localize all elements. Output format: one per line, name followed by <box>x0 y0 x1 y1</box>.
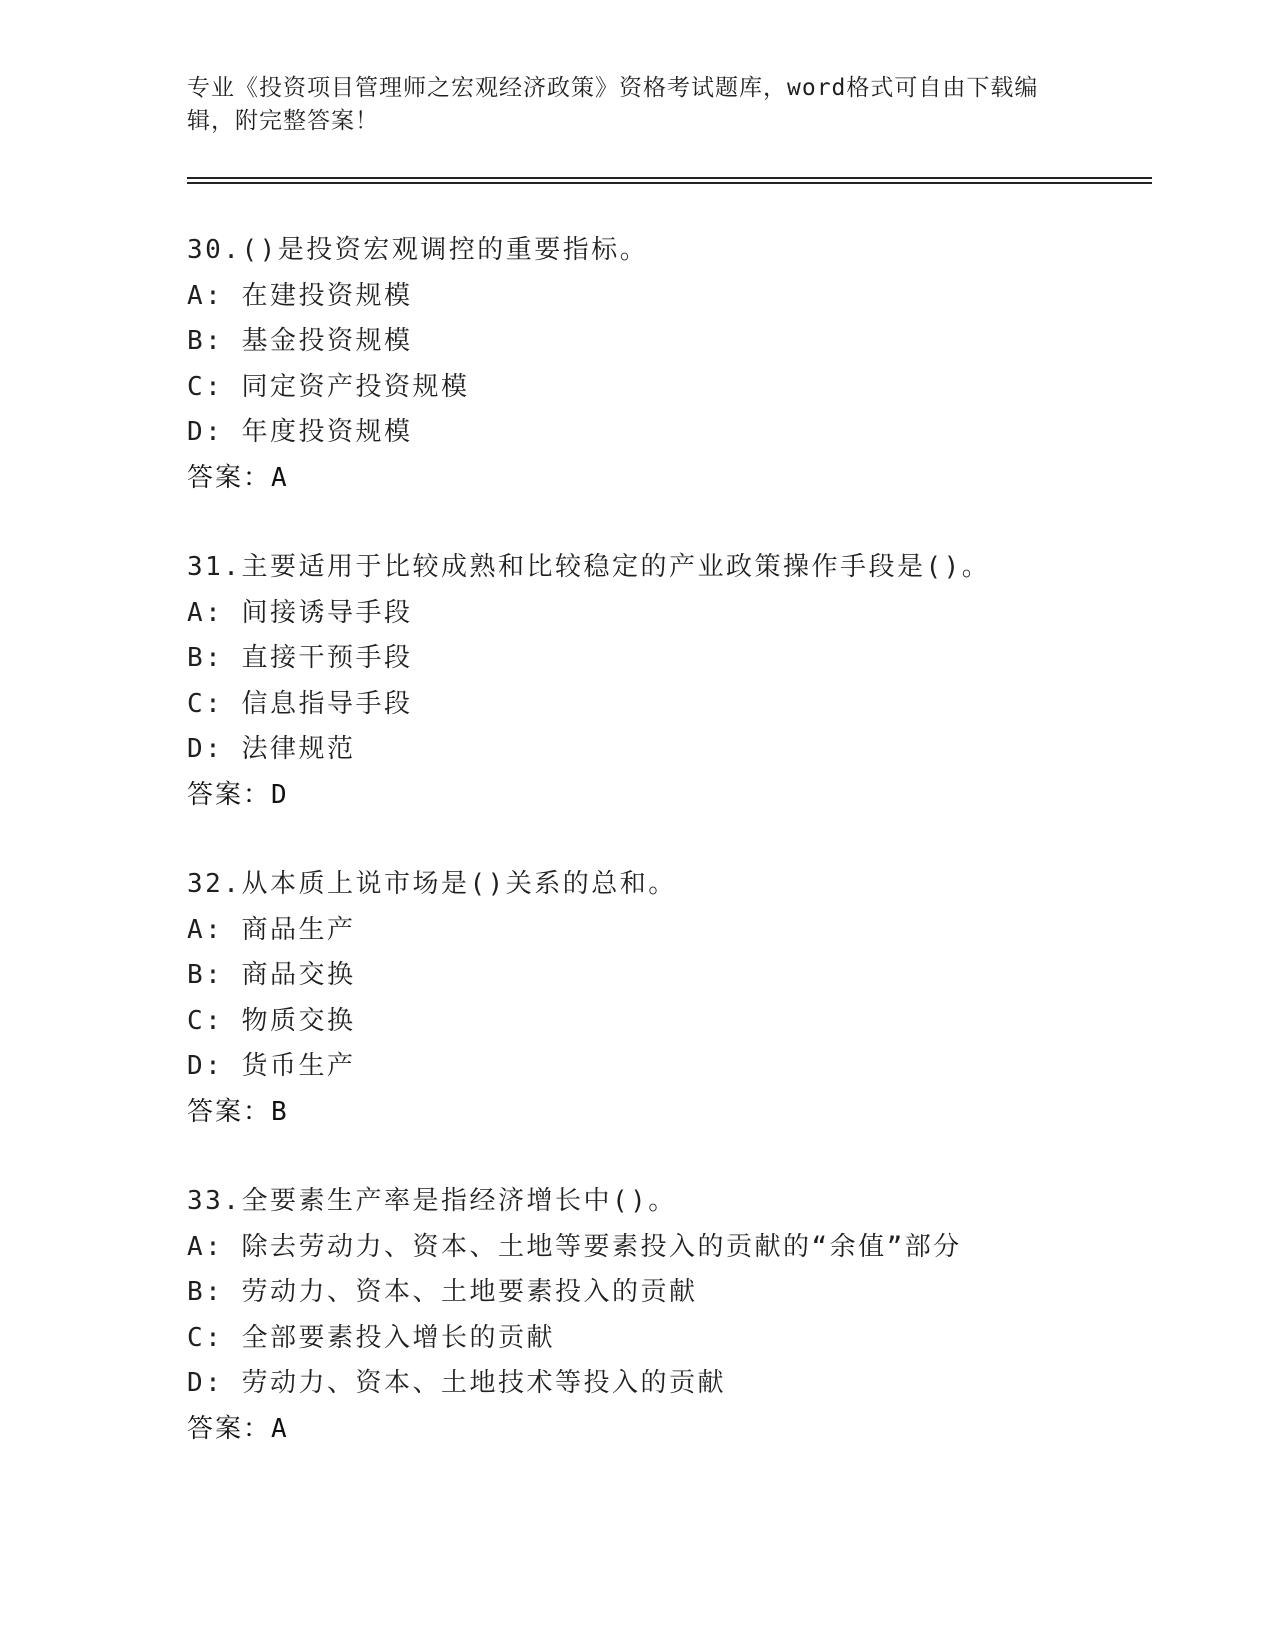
answer-value: D <box>271 779 289 810</box>
question-block <box>187 228 1187 501</box>
question-stem: 33.全要素生产率是指经济增长中()。 <box>187 1186 677 1216</box>
answer-line <box>187 1407 1187 1453</box>
option-a: A: 除去劳动力、资本、土地等要素投入的贡献的“余值”部分 <box>187 1231 962 1262</box>
answer-label: 答案： <box>187 779 272 810</box>
document-header <box>187 72 1087 138</box>
answer-line <box>187 456 1187 502</box>
option-b: B: 基金投资规模 <box>187 326 413 356</box>
question-block <box>187 1179 1187 1452</box>
header-line-2: 辑，附完整答案！ <box>187 108 379 134</box>
answer-value: A <box>271 1413 289 1444</box>
question-stem: 32.从本质上说市场是()关系的总和。 <box>187 869 677 899</box>
question-stem: 30.()是投资宏观调控的重要指标。 <box>187 235 649 265</box>
option-c: C: 物质交换 <box>187 1005 356 1036</box>
option-c: C: 全部要素投入增长的贡献 <box>187 1322 555 1353</box>
option-c: C: 信息指导手段 <box>187 688 413 719</box>
option-b: B: 直接干预手段 <box>187 643 413 673</box>
answer-label: 答案： <box>187 1096 272 1127</box>
question-block <box>187 545 1187 818</box>
option-d: D: 年度投资规模 <box>187 417 413 447</box>
header-divider-top <box>187 177 1152 179</box>
option-d: D: 劳动力、资本、土地技术等投入的贡献 <box>187 1368 726 1398</box>
question-block <box>187 862 1187 1135</box>
option-d: D: 法律规范 <box>187 734 356 764</box>
answer-value: B <box>271 1096 289 1127</box>
answer-line <box>187 1090 1187 1136</box>
question-stem: 31.主要适用于比较成熟和比较稳定的产业政策操作手段是()。 <box>187 552 991 582</box>
header-line-1: 专业《投资项目管理师之宏观经济政策》资格考试题库，word格式可自由下载编 <box>187 75 1039 101</box>
option-b: B: 商品交换 <box>187 960 356 990</box>
answer-line <box>187 773 1187 819</box>
option-a: A: 在建投资规模 <box>187 280 413 311</box>
answer-value: A <box>271 462 289 493</box>
option-c: C: 同定资产投资规模 <box>187 371 470 402</box>
answer-label: 答案： <box>187 1413 272 1444</box>
option-a: A: 间接诱导手段 <box>187 597 413 628</box>
answer-label: 答案： <box>187 462 272 493</box>
option-a: A: 商品生产 <box>187 914 356 945</box>
option-d: D: 货币生产 <box>187 1051 356 1081</box>
option-b: B: 劳动力、资本、土地要素投入的贡献 <box>187 1277 698 1307</box>
header-divider-bottom <box>187 182 1152 184</box>
